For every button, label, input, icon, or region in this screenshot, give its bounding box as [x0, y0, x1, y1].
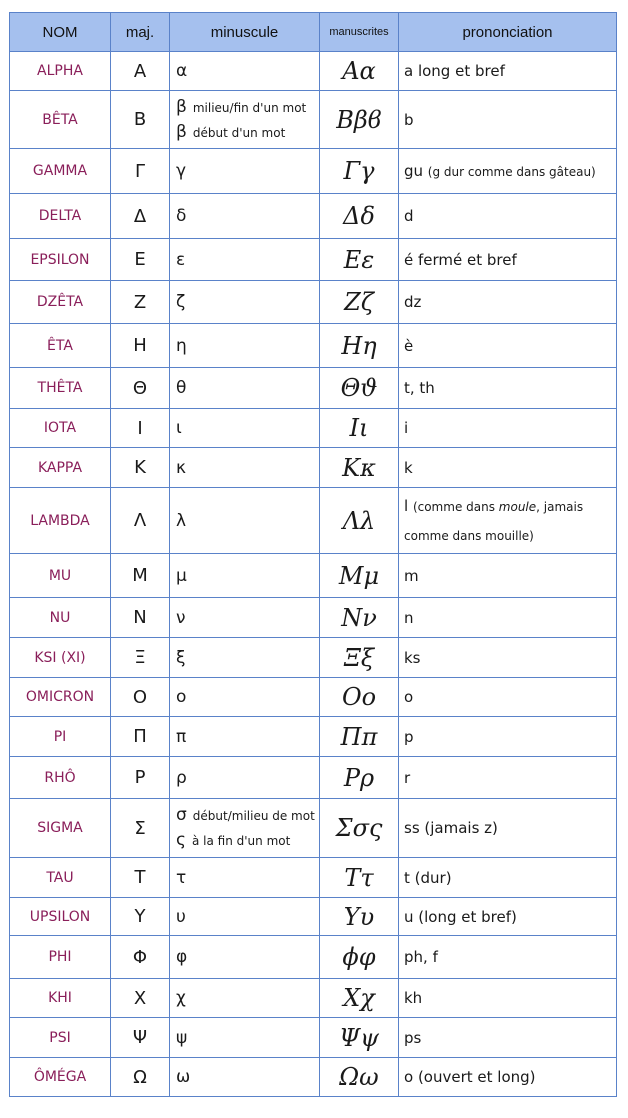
handwritten-cell: Σσς — [320, 799, 399, 858]
table-row — [10, 448, 617, 488]
letter-name-cell: OMICRON — [10, 678, 111, 717]
letter-name-cell: PHI — [10, 936, 111, 979]
pronunciation-cell: d — [399, 194, 617, 239]
letter-name-cell: KHI — [10, 979, 111, 1018]
handwritten-cell: Θϑ — [320, 368, 399, 409]
pronunciation-cell: m — [399, 554, 617, 598]
uppercase-cell: Ρ — [111, 757, 170, 799]
greek-alphabet-table — [9, 12, 617, 1097]
handwritten-cell: Αα — [320, 52, 399, 91]
lowercase-cell: ω — [170, 1058, 320, 1097]
letter-name-cell: SIGMA — [10, 799, 111, 858]
greek-alphabet-table-container — [9, 12, 616, 1097]
table-row — [10, 898, 617, 936]
handwritten-cell: Ζζ — [320, 281, 399, 324]
pronunciation-note: , jamais — [536, 499, 584, 514]
table-row — [10, 598, 617, 638]
handwritten-cell: Ππ — [320, 717, 399, 757]
lowercase-cell: τ — [170, 858, 320, 898]
uppercase-cell: Δ — [111, 194, 170, 239]
lowercase-cell: δ — [170, 194, 320, 239]
handwritten-cell: Ψψ — [320, 1018, 399, 1058]
letter-name-cell: PSI — [10, 1018, 111, 1058]
letter-name-cell: ALPHA — [10, 52, 111, 91]
lowercase-cell: ι — [170, 409, 320, 448]
table-row — [10, 194, 617, 239]
handwritten-cell: Εε — [320, 239, 399, 281]
lowercase-cell: ρ — [170, 757, 320, 799]
header-row — [10, 13, 617, 52]
pronunciation-cell: o (ouvert et long) — [399, 1058, 617, 1097]
pronunciation-note: (comme dans — [412, 499, 499, 514]
table-row — [10, 638, 617, 678]
letter-name-cell: ÊTA — [10, 324, 111, 368]
lowercase-glyph: σ — [176, 805, 187, 825]
handwritten-cell: Νν — [320, 598, 399, 638]
handwritten-cell: Ρρ — [320, 757, 399, 799]
table-row — [10, 757, 617, 799]
handwritten-cell: Ηη — [320, 324, 399, 368]
lowercase-cell: λ — [170, 488, 320, 554]
table-row — [10, 554, 617, 598]
pronunciation-cell: r — [399, 757, 617, 799]
handwritten-cell: Ιι — [320, 409, 399, 448]
table-row — [10, 717, 617, 757]
letter-name-cell: THÊTA — [10, 368, 111, 409]
letter-name-cell: IOTA — [10, 409, 111, 448]
handwritten-cell: Λλ — [320, 488, 399, 554]
lowercase-cell: ζ — [170, 281, 320, 324]
pronunciation-cell: ss (jamais z) — [399, 799, 617, 858]
uppercase-cell: Ο — [111, 678, 170, 717]
pronunciation-example: moule — [498, 499, 537, 514]
letter-name-cell: UPSILON — [10, 898, 111, 936]
uppercase-cell: Ε — [111, 239, 170, 281]
lowercase-cell: φ — [170, 936, 320, 979]
pronunciation-main: l — [404, 496, 413, 515]
uppercase-cell: Ξ — [111, 638, 170, 678]
lowercase-glyph: β — [176, 96, 187, 117]
table-row — [10, 368, 617, 409]
table-row — [10, 799, 617, 858]
lowercase-variant — [176, 803, 319, 828]
letter-name-cell: MU — [10, 554, 111, 598]
pronunciation-cell: n — [399, 598, 617, 638]
lowercase-variant — [176, 120, 319, 145]
table-row — [10, 858, 617, 898]
table-row — [10, 936, 617, 979]
pronunciation-main: gu — [404, 161, 428, 180]
uppercase-cell: Β — [111, 91, 170, 149]
table-row — [10, 979, 617, 1018]
lowercase-usage-note: à la fin d'un mot — [191, 834, 291, 848]
lowercase-cell: α — [170, 52, 320, 91]
handwritten-cell: Οο — [320, 678, 399, 717]
letter-name-cell: ÔMÉGA — [10, 1058, 111, 1097]
pronunciation-cell: a long et bref — [399, 52, 617, 91]
uppercase-cell: Χ — [111, 979, 170, 1018]
handwritten-cell: Κκ — [320, 448, 399, 488]
uppercase-cell: Α — [111, 52, 170, 91]
uppercase-cell: Κ — [111, 448, 170, 488]
pronunciation-note: (g dur comme dans gâteau) — [427, 164, 596, 179]
lowercase-cell: η — [170, 324, 320, 368]
table-row — [10, 1018, 617, 1058]
handwritten-cell: ϕφ — [320, 936, 399, 979]
handwritten-cell: Δδ — [320, 194, 399, 239]
table-row — [10, 149, 617, 194]
letter-name-cell: KAPPA — [10, 448, 111, 488]
handwritten-cell: Χχ — [320, 979, 399, 1018]
lowercase-cell: θ — [170, 368, 320, 409]
uppercase-cell: Σ — [111, 799, 170, 858]
pronunciation-cell: u (long et bref) — [399, 898, 617, 936]
pronunciation-cell: è — [399, 324, 617, 368]
pronunciation-cell: t (dur) — [399, 858, 617, 898]
pronunciation-note: comme dans mouille) — [404, 528, 534, 543]
pronunciation-cell: dz — [399, 281, 617, 324]
handwritten-cell: Ωω — [320, 1058, 399, 1097]
uppercase-cell: Μ — [111, 554, 170, 598]
lowercase-cell: π — [170, 717, 320, 757]
uppercase-cell: Η — [111, 324, 170, 368]
pronunciation-cell: k — [399, 448, 617, 488]
pronunciation-cell: i — [399, 409, 617, 448]
lowercase-cell: ξ — [170, 638, 320, 678]
header-minuscule: minuscule — [170, 13, 320, 52]
handwritten-cell: Ξξ — [320, 638, 399, 678]
handwritten-cell: Ττ — [320, 858, 399, 898]
uppercase-cell: Γ — [111, 149, 170, 194]
lowercase-usage-note: début/milieu de mot — [192, 809, 315, 823]
uppercase-cell: Θ — [111, 368, 170, 409]
letter-name-cell: DELTA — [10, 194, 111, 239]
table-row — [10, 324, 617, 368]
header-prononciation: prononciation — [399, 13, 617, 52]
lowercase-cell: γ — [170, 149, 320, 194]
table-row — [10, 1058, 617, 1097]
uppercase-cell: Ω — [111, 1058, 170, 1097]
pronunciation-cell: é fermé et bref — [399, 239, 617, 281]
lowercase-cell: ο — [170, 678, 320, 717]
pronunciation-cell: p — [399, 717, 617, 757]
table-row — [10, 281, 617, 324]
table-row — [10, 488, 617, 554]
table-row — [10, 52, 617, 91]
uppercase-cell: Ψ — [111, 1018, 170, 1058]
letter-name-cell: PI — [10, 717, 111, 757]
handwritten-cell: Μμ — [320, 554, 399, 598]
lowercase-glyph: β — [176, 121, 187, 142]
letter-name-cell: RHÔ — [10, 757, 111, 799]
uppercase-cell: Τ — [111, 858, 170, 898]
lowercase-cell: ψ — [170, 1018, 320, 1058]
uppercase-cell: Ι — [111, 409, 170, 448]
uppercase-cell: Υ — [111, 898, 170, 936]
lowercase-glyph: ς — [176, 830, 186, 850]
lowercase-variant — [176, 95, 319, 120]
pronunciation-cell: b — [399, 91, 617, 149]
table-row — [10, 91, 617, 149]
lowercase-cell: ε — [170, 239, 320, 281]
letter-name-cell: EPSILON — [10, 239, 111, 281]
pronunciation-cell: t, th — [399, 368, 617, 409]
lowercase-cell: χ — [170, 979, 320, 1018]
table-row — [10, 409, 617, 448]
letter-name-cell: DZÊTA — [10, 281, 111, 324]
handwritten-cell: Υυ — [320, 898, 399, 936]
table-row — [10, 678, 617, 717]
lowercase-variant — [176, 828, 319, 853]
lowercase-cell: υ — [170, 898, 320, 936]
lowercase-cell — [170, 799, 320, 858]
handwritten-cell: Γγ — [320, 149, 399, 194]
pronunciation-cell — [399, 488, 617, 554]
pronunciation-cell: o — [399, 678, 617, 717]
lowercase-cell: κ — [170, 448, 320, 488]
header-manuscrites: manuscrites — [320, 13, 399, 52]
lowercase-cell — [170, 91, 320, 149]
letter-name-cell: GAMMA — [10, 149, 111, 194]
handwritten-cell: Ββϐ — [320, 91, 399, 149]
lowercase-usage-note: milieu/fin d'un mot — [192, 100, 307, 115]
header-maj: maj. — [111, 13, 170, 52]
letter-name-cell: BÊTA — [10, 91, 111, 149]
pronunciation-cell: ph, f — [399, 936, 617, 979]
pronunciation-cell — [399, 149, 617, 194]
uppercase-cell: Ζ — [111, 281, 170, 324]
pronunciation-cell: kh — [399, 979, 617, 1018]
pronunciation-cell: ps — [399, 1018, 617, 1058]
lowercase-usage-note: début d'un mot — [192, 125, 286, 140]
table-row — [10, 239, 617, 281]
pronunciation-cell: ks — [399, 638, 617, 678]
letter-name-cell: TAU — [10, 858, 111, 898]
header-nom: NOM — [10, 13, 111, 52]
letter-name-cell: NU — [10, 598, 111, 638]
letter-name-cell: LAMBDA — [10, 488, 111, 554]
uppercase-cell: Ν — [111, 598, 170, 638]
uppercase-cell: Λ — [111, 488, 170, 554]
uppercase-cell: Π — [111, 717, 170, 757]
letter-name-cell: KSI (XI) — [10, 638, 111, 678]
lowercase-cell: μ — [170, 554, 320, 598]
table-body — [10, 52, 617, 1097]
lowercase-cell: ν — [170, 598, 320, 638]
uppercase-cell: Φ — [111, 936, 170, 979]
